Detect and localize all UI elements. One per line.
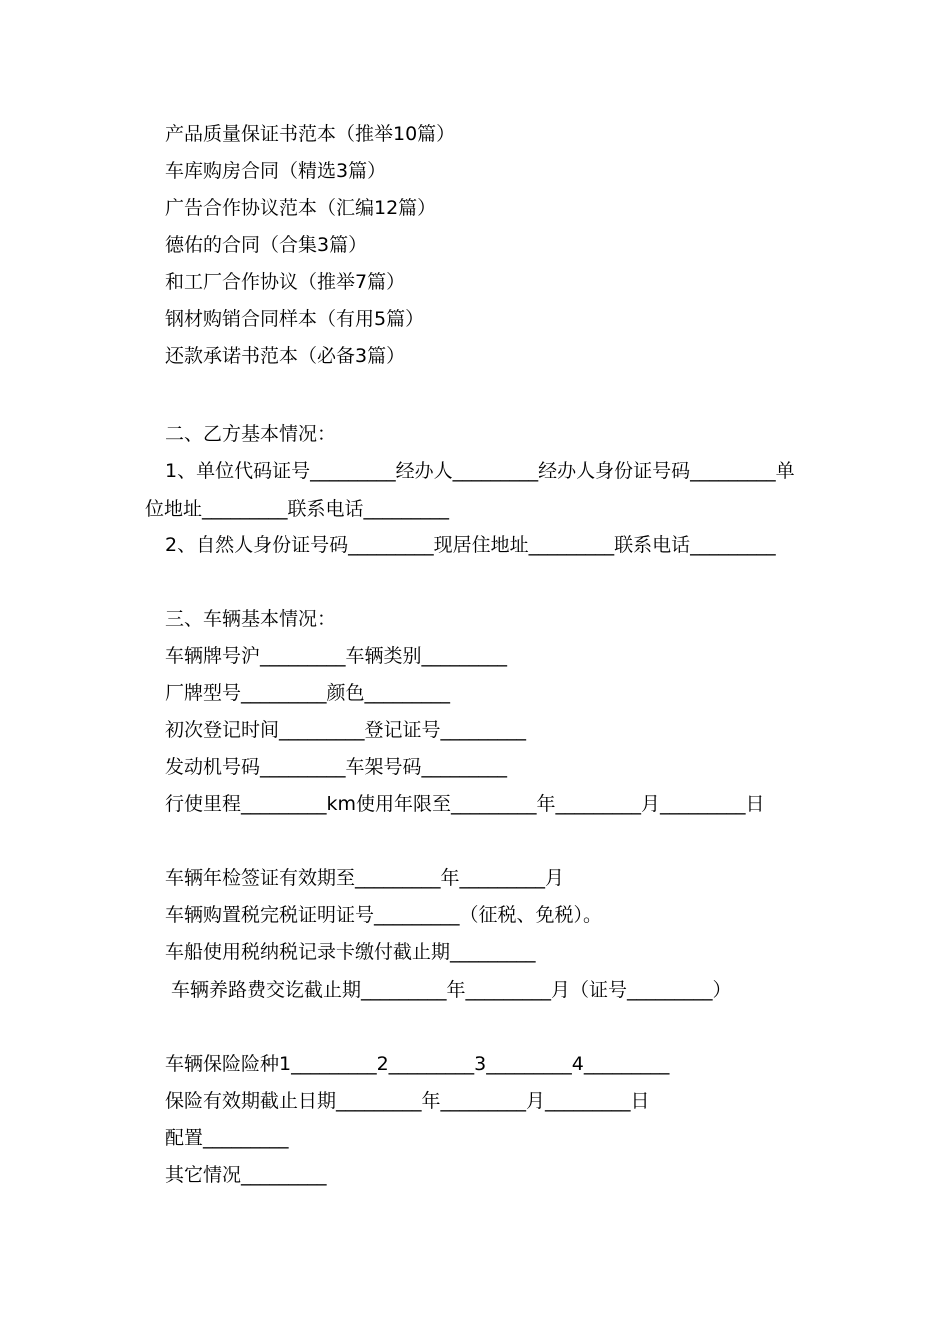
paragraph-text: 1、单位代码证号_________经办人_________经办人身份证号码_________单位地址_________联系电话_________ <box>145 460 795 520</box>
section-3-cont <box>165 860 810 971</box>
field-vessel-tax: 车船使用税纳税记录卡缴付截止期_________ <box>165 941 536 963</box>
section-3 <box>165 601 810 786</box>
list-item[interactable]: 还款承诺书范本（必备3篇） <box>165 345 406 367</box>
field-inspection: 车辆年检签证有效期至_________年_________月 <box>165 867 565 889</box>
list-item[interactable]: 广告合作协议范本（汇编12篇） <box>165 197 437 219</box>
list-item[interactable]: 钢材购销合同样本（有用5篇） <box>165 308 425 330</box>
section-heading: 三、车辆基本情况： <box>165 608 337 630</box>
paragraph-text: 2、自然人身份证号码_________现居住地址_________联系电话_________ <box>165 534 776 556</box>
list-item[interactable]: 产品质量保证书范本（推举10篇） <box>165 123 456 145</box>
field-config: 配置_________ <box>165 1127 289 1149</box>
field-road-fee <box>145 972 810 1010</box>
field-mileage <box>145 786 810 824</box>
field-insurance-type: 车辆保险险种1_________2_________3_________4_________ <box>165 1053 670 1075</box>
list-item[interactable]: 车库购房合同（精选3篇） <box>165 160 387 182</box>
field-register: 初次登记时间_________登记证号_________ <box>165 719 527 741</box>
section-2-item-2 <box>145 527 810 565</box>
list-item[interactable]: 和工厂合作协议（推举7篇） <box>165 271 406 293</box>
field-model: 厂牌型号_________颜色_________ <box>165 682 451 704</box>
section-2-heading-wrap <box>165 416 810 453</box>
field-purchase-tax: 车辆购置税完税证明证号_________（征税、免税）。 <box>165 904 603 926</box>
field-other: 其它情况_________ <box>165 1164 327 1186</box>
paragraph-text: 行使里程_________km使用年限至_________年_________月_________日 <box>165 793 765 815</box>
field-engine: 发动机号码_________车架号码_________ <box>165 756 508 778</box>
paragraph-text: 车辆养路费交讫截止期_________年_________月（证号_________） <box>171 979 732 1001</box>
list-item[interactable]: 德佑的合同（合集3篇） <box>165 234 368 256</box>
related-docs-list <box>165 116 810 375</box>
section-2-item-1 <box>145 453 810 528</box>
field-plate: 车辆牌号沪_________车辆类别_________ <box>165 645 508 667</box>
field-insurance-valid: 保险有效期截止日期_________年_________月_________日 <box>165 1090 650 1112</box>
section-3-end <box>165 1046 810 1194</box>
section-heading: 二、乙方基本情况： <box>165 423 337 445</box>
